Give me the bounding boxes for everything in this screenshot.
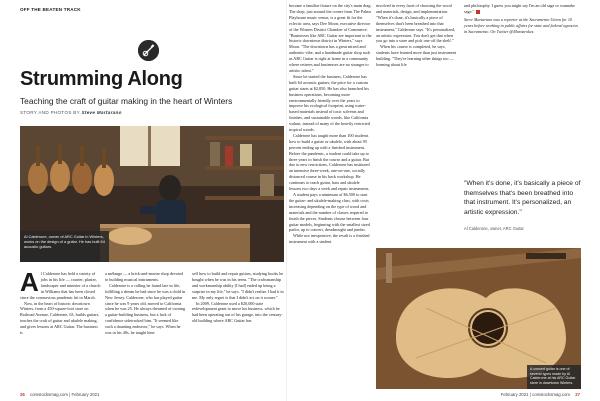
article-headline: Strumming Along	[20, 68, 183, 90]
left-page-number: 26	[20, 392, 25, 397]
col4-paragraph-3: Calderone has taught more than 100 students how to build a guitar or ukulele, with about 95 percent ending up with a finished instrument. Before the pandemic, a student could take up to three years to finish the course and a guitar. But due to new restrictions, Calderone has instituted an intensive three-week, one-on-one, socially distanced course in his back workshop. He continues to teach guitar, bass and ukulele lessons two days a week and repair instruments.	[289, 132, 370, 192]
col4-paragraph-5: While not inexpensive, the result is a finished instrument with a student	[289, 233, 370, 245]
right-footer-text: February 2021 | comstocksmag.com	[500, 392, 571, 397]
byline	[20, 110, 122, 115]
guitar-caption-text: A concert guitar is one of several types made by Al Calderone at his ARC Guitar store in downtown Winters.	[530, 367, 576, 386]
col5-paragraph-1: involved in every facet of choosing the wood and materials, design, and implementation. "When it's done, it's basically a piece of themselves that's been breathed into that instrument," Calderone says. "It's personalized, an artistic expression. You don't get that when you go into a store and pick one off the shelf."	[376, 3, 456, 44]
footer-right	[501, 392, 580, 397]
footer-left	[20, 392, 99, 397]
col4-paragraph-2: Since he started the business, Calderone has built 64 acoustic guitars; the price for a custom guitar starts at $2,850. He has also branched his business operations, becoming more environmentally friendly over the years to improve his ecological footprint, using water-based materials instead of toxic solvents and finishes, and sustainable woods, like California walnut, instead of many of the heavily restricted tropical woods.	[289, 73, 370, 133]
col4-paragraph-4: A student pays a minimum of $6,500 to start the guitar- and ukulele-making class, with costs increasing depending on the type of wood and materials and the number of classes required to finish the pieces. Students choose between four guitar models, beginning with the smallest sized parlor, up to concert, dreadnought and jumbo.	[289, 192, 370, 233]
body-column-1	[20, 267, 101, 336]
guitar-logo-icon	[138, 40, 159, 61]
byline-author: Steve Martarano	[81, 110, 122, 115]
body-column-5	[376, 3, 458, 68]
body-column-4	[289, 3, 372, 245]
drop-cap: A	[20, 267, 39, 297]
col2-paragraph-2: Calderone is a calling he found late in life, fulfilling a dream he had since he was a child in New Jersey. Calderone, who has played guitar since he was 9 years old, moved to California when he was 25. He always dreamed of owning a guitar-building business, but a lack of confidence sidetracked him. "It seemed like such a daunting endeavor," he says. When he was in his 40s, he taught him-	[105, 282, 186, 336]
pull-quote-attribution: Al Calderone, owner, ARC Guitar	[464, 226, 524, 231]
section-tag: OFF THE BEATEN TRACK	[20, 7, 81, 12]
body-column-2	[105, 271, 187, 336]
col2-paragraph-1: a mélange — a brick-and-mortar shop devoted to building musical instruments.	[105, 271, 184, 282]
body-column-3	[192, 271, 284, 324]
end-mark-icon	[476, 10, 480, 14]
body-column-6	[464, 3, 580, 35]
col3-paragraph-1: self how to build and repair guitars, studying books he bought when he was in his teens. "The craftsmanship and workmanship ability [I had] ended up being a surprise in my life," he says. "I didn't realize I had it in me. My only regret is that I didn't act on it sooner."	[192, 271, 284, 300]
col3-paragraph-2: In 2009, Calderone used a $20,000 state redevelopment grant to move his business, which he had been operating out of his garage, into the century-old building where ARC Guitar has	[192, 300, 283, 324]
workshop-photo-caption	[20, 231, 109, 262]
workshop-caption-text: Al Calderone, owner of ARC Guitar in Winters, works on the design of a guitar. He has built 64 acoustic guitars.	[24, 234, 105, 250]
article-deck: Teaching the craft of guitar making in the heart of Winters	[20, 96, 233, 106]
col5-paragraph-2: When his course is completed, he says, students have learned more than just instrument building. "They're learning other things too — learning about life	[376, 44, 457, 68]
col4-paragraph-1: become a familiar fixture on the city's main drag. The shop, just around the corner from The Palms Playhouse music venue, is a great fit for the eclectic area, says Dee Moon, executive director of the Winters District Chamber of Commerce. "Businesses like ARC Guitar are important to the historic downtown district in Winters," says Moon. "The downtown has a great mixed and authentic vibe, and a handmade guitar shop such as ARC Guitar is right at home in a community where retirees and businesses are no stranger to artistic talent."	[289, 3, 372, 73]
guitar-photo-caption	[527, 365, 581, 389]
col1-paragraph-2: Now, in the heart of historic downtown Winters, from a 450-square-foot store on Railroad Avenue, Calderone, 63, builds guitars, teaches the craft of guitar and ukulele making, and gives lessons at ARC Guitar. The business is	[20, 300, 100, 336]
col1-paragraph-1: l Calderone has held a variety of jobs in his life — courier, plaster, landscaper and minister of a church in Williams that has been closed since the coronavirus pandemic hit in March.	[20, 271, 101, 300]
right-page-number: 27	[575, 392, 580, 397]
page-gutter	[286, 0, 287, 401]
author-bio: Steve Martarano was a reporter at the Sacramento Union for 10 years before working in public affairs for state and federal agencies in Sacramento. On Twitter @Martstrokes.	[464, 16, 579, 34]
byline-prefix: STORY AND PHOTOS BY	[20, 110, 80, 115]
left-footer-text: comstocksmag.com | February 2021	[29, 392, 100, 397]
col6-paragraph-1: and philosophy. I guess you might say I'm an old sage or wannabe sage."	[464, 3, 575, 14]
pull-quote: "When it's done, it's basically a piece of themselves that's been breathed into that instrument. It's personalized, an artistic expression."	[464, 180, 581, 216]
